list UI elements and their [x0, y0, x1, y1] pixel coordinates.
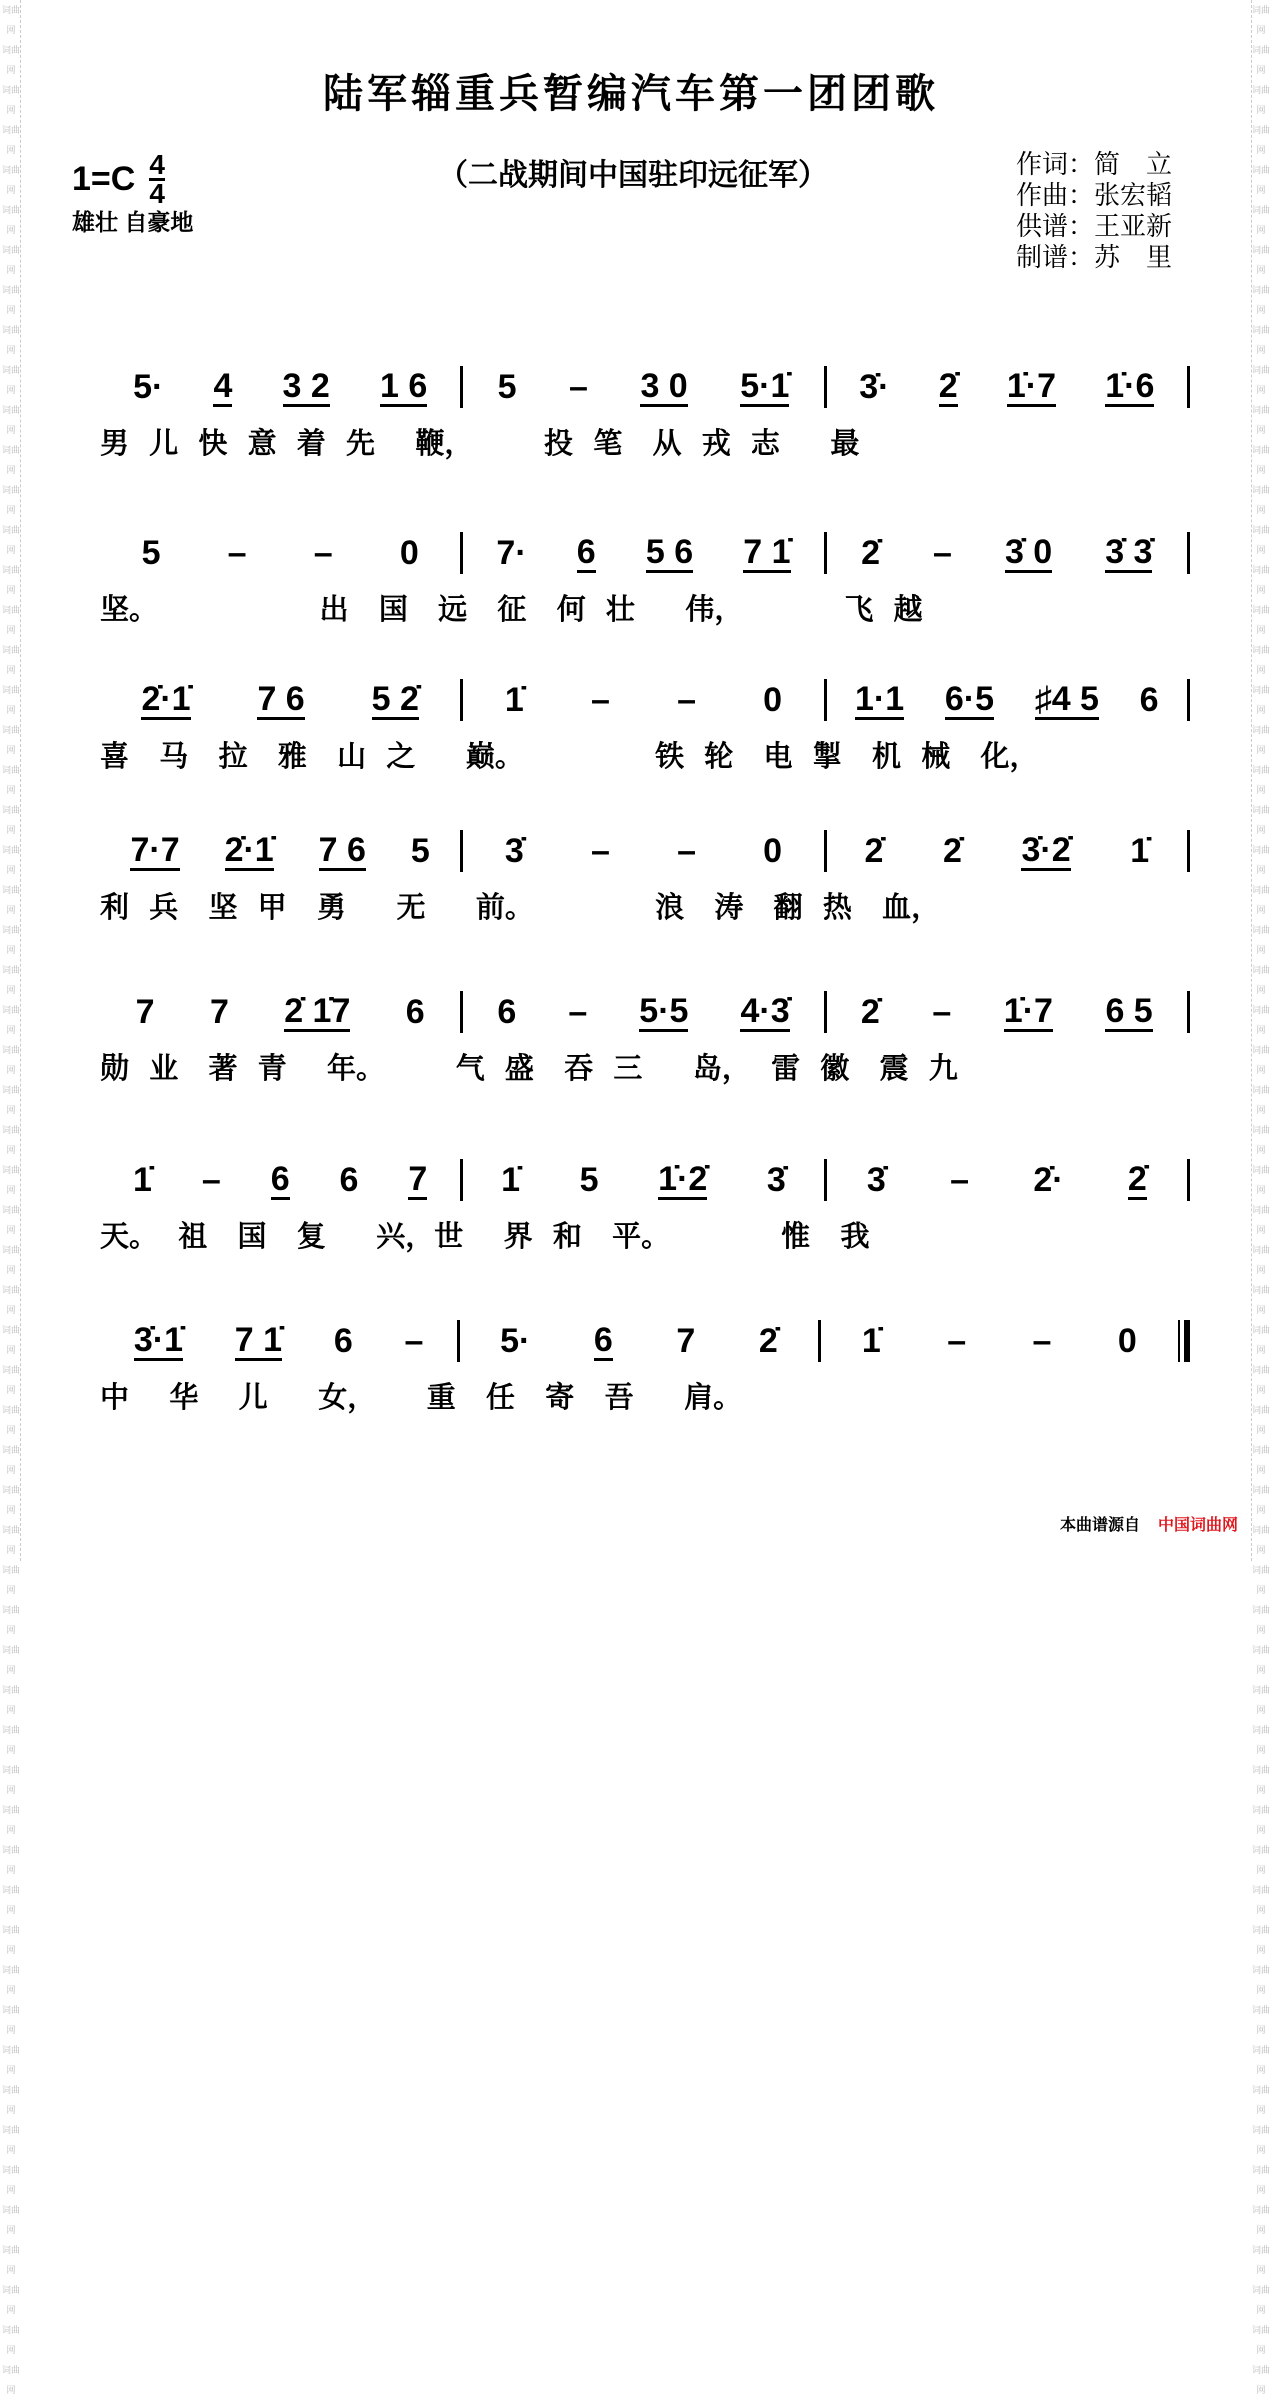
note-group: 6 — [270, 1159, 290, 1198]
note-group: – — [201, 1160, 221, 1199]
key-signature — [72, 149, 165, 209]
note-group: – — [569, 367, 588, 406]
note-group: 3̇ 0 — [1004, 532, 1053, 571]
note-group: 1̇ — [132, 1160, 152, 1199]
song-title: 陆军辎重兵暂编汽车第一团团歌 — [323, 70, 939, 117]
score-line — [100, 670, 1190, 775]
note-group: 3̇ — [766, 1160, 786, 1199]
note-group: – — [404, 1321, 424, 1360]
note-group: 5 2̇ — [371, 679, 419, 718]
note-group: 1̇ — [861, 1321, 881, 1360]
note-group: 5·1̇ — [740, 366, 790, 405]
note-group: 0 — [399, 533, 419, 572]
note-group: ♯4 5 — [1034, 679, 1099, 718]
note-group: 0 — [763, 831, 783, 870]
measure — [827, 523, 1187, 583]
note-group: 1̇ — [501, 1160, 521, 1199]
bar-line — [1178, 1320, 1190, 1362]
note-group: 1·1 — [855, 679, 905, 718]
note-group: 2̇ — [938, 366, 958, 405]
note-group: 6 — [576, 532, 596, 571]
note-group: 6 — [405, 992, 425, 1031]
note-group: 3̇·1̇ — [133, 1320, 184, 1359]
note-group: 7 1̇ — [234, 1320, 283, 1359]
note-group: – — [227, 533, 247, 572]
note-group: 1̇ — [1130, 831, 1150, 870]
note-group: 4·3̇ — [740, 991, 790, 1030]
note-group: 5 — [410, 831, 430, 870]
note-group: 7 — [209, 992, 229, 1031]
credit-engraver: 制谱：苏 里 — [1016, 243, 1173, 273]
note-group: 2̇ 1̇7 — [284, 991, 351, 1030]
note-group: 1̇·7 — [1003, 991, 1053, 1030]
measure — [100, 982, 460, 1042]
watermark-strip-left: 词曲网 词曲网 词曲网 词曲网 词曲网 词曲网 词曲网 词曲网 词曲网 词曲网 词曲网 词曲网 词曲网 词曲网 词曲网 词曲网 词曲网 词曲网 词曲网 词曲网 词曲网 词曲网 词曲网 词曲网 词曲网 词曲网 词曲网 词曲网 词曲网 词曲网 词曲网 词曲网 词曲网 词曲网 词曲网 词曲网 词曲网 词曲网 词曲网 词曲网 词曲网 词曲网 词曲网 词曲网 词曲网 词曲网 词曲网 词曲网 词曲网 词曲网 词曲网 词曲网 词曲网 词曲网 词曲网 词曲网 词曲网 词曲网 词曲网 词曲网 — [2, 0, 21, 1561]
note-group: 3 0 — [640, 366, 688, 405]
note-group: 6 — [333, 1321, 353, 1360]
note-group: – — [932, 992, 952, 1031]
note-group: 2̇ — [758, 1321, 778, 1360]
note-group: 6 — [497, 992, 517, 1031]
source-brand[interactable]: 中国词曲网 — [1157, 1517, 1238, 1534]
credit-provider: 供谱：王亚新 — [1016, 212, 1173, 242]
score-line — [100, 821, 1190, 926]
measure — [463, 357, 823, 417]
score-line — [100, 1150, 1190, 1255]
note-group: 2̇ — [861, 533, 881, 572]
note-group: 6·5 — [944, 679, 994, 718]
note-group: – — [568, 992, 588, 1031]
note-group: 2̇·1̇ — [224, 830, 274, 869]
note-group: 2̇ — [1127, 1159, 1147, 1198]
note-group: 2̇ — [864, 831, 884, 870]
lyrics-row: 勋 业 著 青 年。 气 盛 吞 三 岛， 雷 徽 震 九 — [100, 1051, 958, 1085]
score-line — [100, 1311, 1190, 1416]
note-group: 7 — [135, 992, 155, 1031]
measure — [463, 523, 823, 583]
note-group: – — [313, 533, 333, 572]
credits — [1016, 150, 1172, 274]
measure — [100, 670, 460, 730]
note-group: 2̇ — [860, 992, 880, 1031]
measure — [100, 821, 460, 881]
score-line — [100, 523, 1190, 628]
note-group: – — [933, 533, 952, 572]
note-group: – — [947, 1321, 967, 1360]
watermark-strip-right: 词曲网 词曲网 词曲网 词曲网 词曲网 词曲网 词曲网 词曲网 词曲网 词曲网 词曲网 词曲网 词曲网 词曲网 词曲网 词曲网 词曲网 词曲网 词曲网 词曲网 词曲网 词曲网 词曲网 词曲网 词曲网 词曲网 词曲网 词曲网 词曲网 词曲网 词曲网 词曲网 词曲网 词曲网 词曲网 词曲网 词曲网 词曲网 词曲网 词曲网 词曲网 词曲网 词曲网 词曲网 词曲网 词曲网 词曲网 词曲网 词曲网 词曲网 词曲网 词曲网 词曲网 词曲网 词曲网 词曲网 词曲网 词曲网 词曲网 词曲网 — [1251, 0, 1270, 1561]
measure — [463, 821, 823, 881]
note-group: 6 5 — [1105, 991, 1153, 1030]
note-group: 1̇·7 — [1006, 366, 1056, 405]
note-group: 7·7 — [130, 830, 180, 869]
note-group: 3̇· — [859, 367, 890, 406]
note-group: 3̇·2̇ — [1021, 830, 1071, 869]
note-group: 7 — [676, 1321, 696, 1360]
note-group: 7· — [496, 533, 527, 572]
notes-row — [100, 357, 1190, 417]
notes-row — [100, 1311, 1190, 1371]
measure — [827, 982, 1187, 1042]
measure — [827, 1150, 1187, 1210]
lyrics-row: 利 兵 坚 甲 勇 无 前。 浪 涛 翻 热 血， — [100, 890, 941, 924]
tempo-marking: 雄壮 自豪地 — [72, 209, 194, 235]
notes-row — [100, 821, 1190, 881]
notes-row — [100, 523, 1190, 583]
subtitle: （二战期间中国驻印远征军） — [438, 158, 828, 193]
measure — [100, 1311, 457, 1371]
bar-line — [1187, 830, 1190, 872]
note-group: 6 — [593, 1320, 613, 1359]
note-group: 2̇ — [942, 831, 962, 870]
note-group: 5 — [141, 533, 161, 572]
measure — [463, 1150, 823, 1210]
lyrics-row: 男 儿 快 意 着 先 鞭， 投 笔 从 戎 志 最 — [100, 426, 860, 460]
notes-row — [100, 670, 1190, 730]
credit-composer: 作曲：张宏韬 — [1016, 181, 1173, 211]
note-group: 6 — [1139, 680, 1159, 719]
note-group: – — [677, 680, 696, 719]
note-group: – — [590, 831, 610, 870]
note-group: 4 — [213, 366, 233, 405]
lyrics-row: 喜 马 拉 雅 山 之 巅。 铁 轮 电 掣 机 械 化， — [100, 739, 1039, 773]
lyrics-row: 中 华 儿 女， 重 任 寄 吾 肩。 — [100, 1380, 743, 1414]
bar-line — [1187, 991, 1190, 1033]
measure — [460, 1311, 817, 1371]
note-group: 5 — [497, 367, 517, 406]
note-group: 1̇·6 — [1105, 366, 1155, 405]
key-label: 1=C — [72, 160, 136, 198]
measure — [821, 1311, 1178, 1371]
note-group: 5· — [133, 367, 164, 406]
time-top: 4 — [149, 149, 165, 180]
source-footer — [1060, 1512, 1238, 1535]
note-group: – — [590, 680, 610, 719]
measure — [100, 1150, 460, 1210]
note-group: 2̇·1̇ — [141, 679, 191, 718]
note-group: 3̇ — [866, 1160, 886, 1199]
note-group: 5 — [579, 1160, 599, 1199]
bar-line — [1187, 532, 1190, 574]
lyrics-row: 天。 祖 国 复 兴，世 界 和 平。 惟 我 — [100, 1219, 870, 1253]
measure — [827, 670, 1187, 730]
measure — [100, 357, 460, 417]
note-group: 5· — [500, 1321, 531, 1360]
note-group: 3 2 — [282, 366, 330, 405]
notes-row — [100, 1150, 1190, 1210]
note-group: 5 6 — [645, 532, 694, 571]
note-group: 3̇ — [504, 831, 524, 870]
credit-lyricist: 作词：简 立 — [1016, 150, 1173, 180]
note-group: 0 — [1117, 1321, 1137, 1360]
note-group: 0 — [763, 680, 783, 719]
note-group: 7 6 — [318, 830, 366, 869]
note-group: 7 1̇ — [743, 532, 791, 571]
time-bottom: 4 — [149, 178, 165, 209]
note-group: 1 6 — [379, 366, 428, 405]
note-group: 7 6 — [257, 679, 305, 718]
lyrics-row: 坚。 出 国 远 征 何 壮 伟， 飞 越 — [100, 592, 923, 626]
note-group: 7 — [408, 1159, 428, 1198]
measure — [827, 821, 1187, 881]
note-group: – — [677, 831, 696, 870]
measure — [827, 357, 1187, 417]
notes-row — [100, 982, 1190, 1042]
note-group: 1̇·2̇ — [658, 1159, 708, 1198]
note-group: 3̇ 3̇ — [1105, 532, 1153, 571]
note-group: – — [950, 1160, 969, 1199]
bar-line — [1187, 366, 1190, 408]
note-group: 2̇· — [1033, 1160, 1064, 1199]
note-group: 1̇ — [504, 680, 524, 719]
note-group: 5·5 — [639, 991, 689, 1030]
note-group: – — [1032, 1321, 1052, 1360]
score-line — [100, 357, 1190, 462]
bar-line — [1187, 679, 1190, 721]
bar-line — [1187, 1159, 1190, 1201]
measure — [100, 523, 460, 583]
measure — [463, 982, 823, 1042]
source-prefix: 本曲谱源自 — [1059, 1517, 1140, 1534]
measure — [463, 670, 823, 730]
note-group: 6 — [339, 1160, 359, 1199]
score-line — [100, 982, 1190, 1087]
time-signature — [149, 149, 165, 209]
